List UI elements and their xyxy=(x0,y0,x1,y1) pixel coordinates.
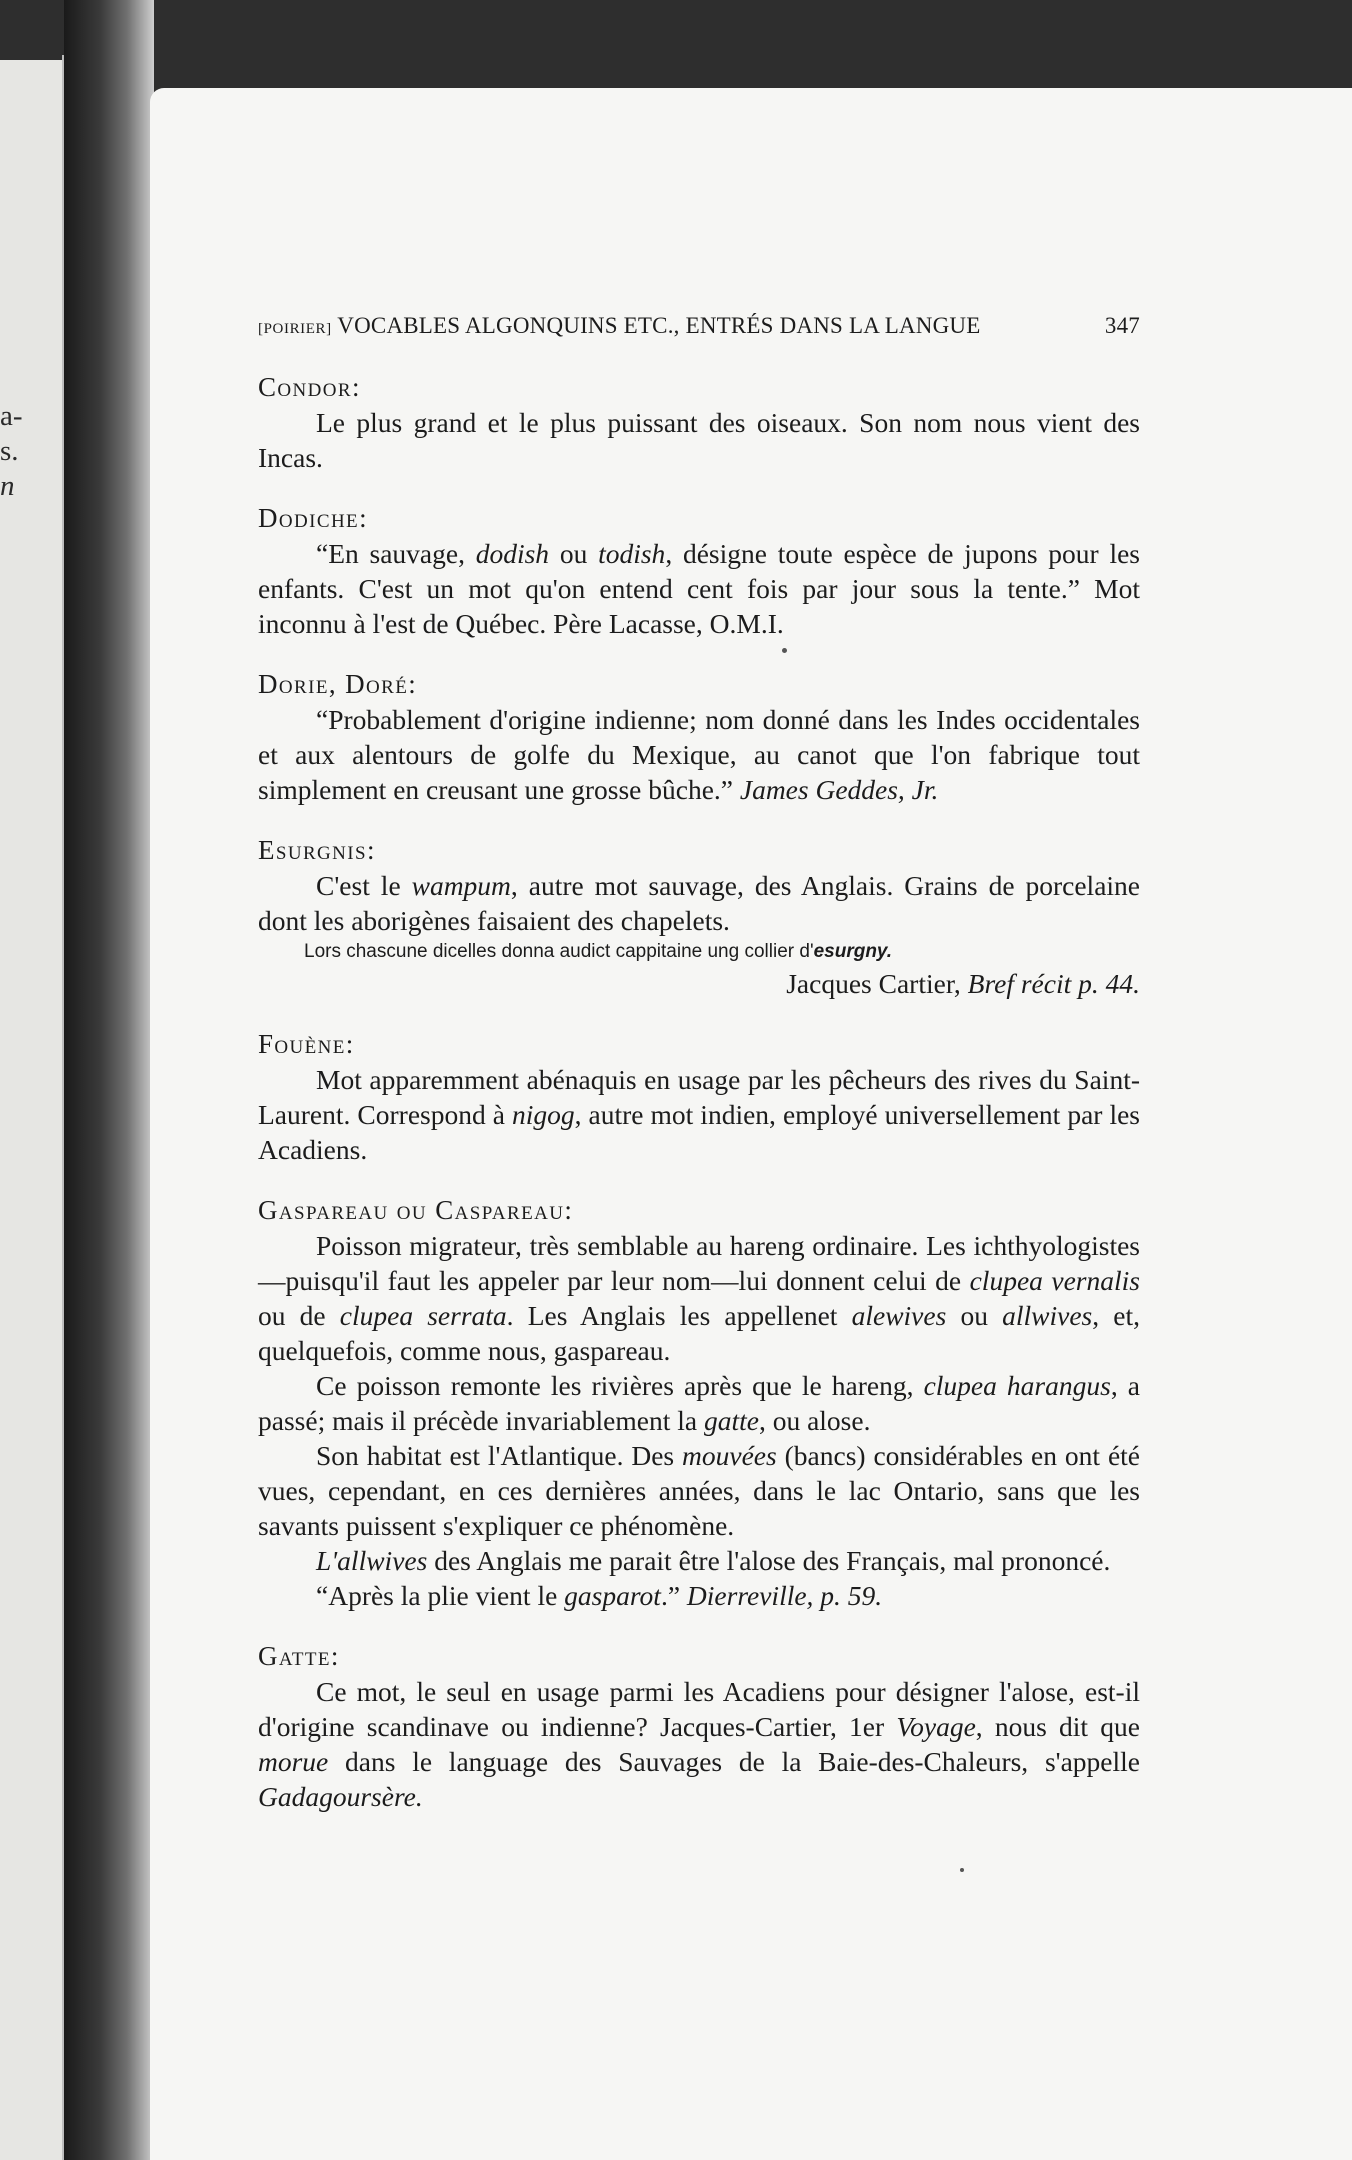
definition: Mot apparemment abénaquis en usage par les pêcheurs des rives du Saint-Laurent. Correspond à nigog, autre mot indien, employé universellement par les Acadiens. xyxy=(258,1064,1141,1165)
paragraph: Son habitat est l'Atlantique. Des mouvées (bancs) considérables en ont été vues, cependant, en ces dernières années, dans le lac Ontario, sans que les savants puissent s'expliquer ce phénomène. xyxy=(258,1440,1140,1541)
entry-gatte xyxy=(258,1639,1140,1814)
headword: Dorie, Doré: xyxy=(258,669,418,699)
facing-page-fragment: n xyxy=(0,470,15,502)
running-head xyxy=(258,308,1140,347)
entry-gaspareau xyxy=(258,1193,1140,1613)
headword: Fouène: xyxy=(258,1029,355,1059)
entry-dodiche xyxy=(258,501,1140,641)
entry-dorie xyxy=(258,667,1140,807)
paragraph: L'allwives des Anglais me parait être l'alose des Français, mal prononcé. xyxy=(316,1545,1111,1576)
definition: Poisson migrateur, très semblable au hareng ordinaire. Les ichthyologistes—puisqu'il faut les appeler par leur nom—lui donnent celui de clupea vernalis ou de clupea serrata. Les Anglais les appellenet alewives ou allwives, et, quelquefois, comme nous, gaspareau. xyxy=(258,1230,1140,1366)
headword: Gaspareau ou Caspareau: xyxy=(258,1195,574,1225)
entry-list xyxy=(258,370,1140,1840)
book-page xyxy=(150,88,1352,2160)
facing-page xyxy=(0,60,62,2160)
author-tag: [POIRIER] xyxy=(258,321,332,337)
ink-speck xyxy=(782,648,787,653)
definition: Ce mot, le seul en usage parmi les Acadiens pour désigner l'alose, est-il d'origine scandinave ou indienne? Jacques-Cartier, 1er Voyage, nous dit que morue dans le language des Sauvages de la Baie-des-Chaleurs, s'appelle Gadagoursère. xyxy=(258,1676,1140,1812)
running-head-left xyxy=(258,308,980,347)
definition: Le plus grand et le plus puissant des oiseaux. Son nom nous vient des Incas. xyxy=(258,407,1140,473)
gutter-shadow xyxy=(64,0,154,2160)
entry-condor xyxy=(258,370,1140,475)
headword: Dodiche: xyxy=(258,503,368,533)
page-number: 347 xyxy=(1104,313,1140,338)
paragraph: “Après la plie vient le gasparot.” Dierreville, p. 59. xyxy=(316,1580,883,1611)
ink-speck xyxy=(960,1868,964,1872)
block-quote: Lors chascune dicelles donna audict cappitaine ung collier d'esurgny. xyxy=(304,941,893,962)
definition: C'est le wampum, autre mot sauvage, des Anglais. Grains de porcelaine dont les aborigènes faisaient des chapelets. xyxy=(258,870,1140,936)
headword: Gatte: xyxy=(258,1641,340,1671)
entry-esurgnis xyxy=(258,833,1140,1001)
headword: Condor: xyxy=(258,372,361,402)
paragraph: Ce poisson remonte les rivières après que le hareng, clupea harangus, a passé; mais il précède invariablement la gatte, ou alose. xyxy=(258,1370,1140,1436)
definition: “En sauvage, dodish ou todish, désigne toute espèce de jupons pour les enfants. C'est un mot qu'on entend cent fois par jour sous la tente.” Mot inconnu à l'est de Québec. Père Lacasse, O.M.I. xyxy=(258,538,1140,639)
entry-fouene xyxy=(258,1027,1140,1167)
citation: Jacques Cartier, Bref récit p. 44. xyxy=(786,968,1140,999)
running-head-title: VOCABLES ALGONQUINS ETC., ENTRÉS DANS LA LANGUE xyxy=(337,313,981,338)
definition: “Probablement d'origine indienne; nom donné dans les Indes occidentales et aux alentours de golfe du Mexique, au canot que l'on fabrique tout simplement en creusant une grosse bûche.” James Geddes, Jr. xyxy=(258,704,1140,805)
headword: Esurgnis: xyxy=(258,835,376,865)
facing-page-fragment: a- xyxy=(0,400,23,432)
facing-page-fragment: s. xyxy=(0,435,19,467)
